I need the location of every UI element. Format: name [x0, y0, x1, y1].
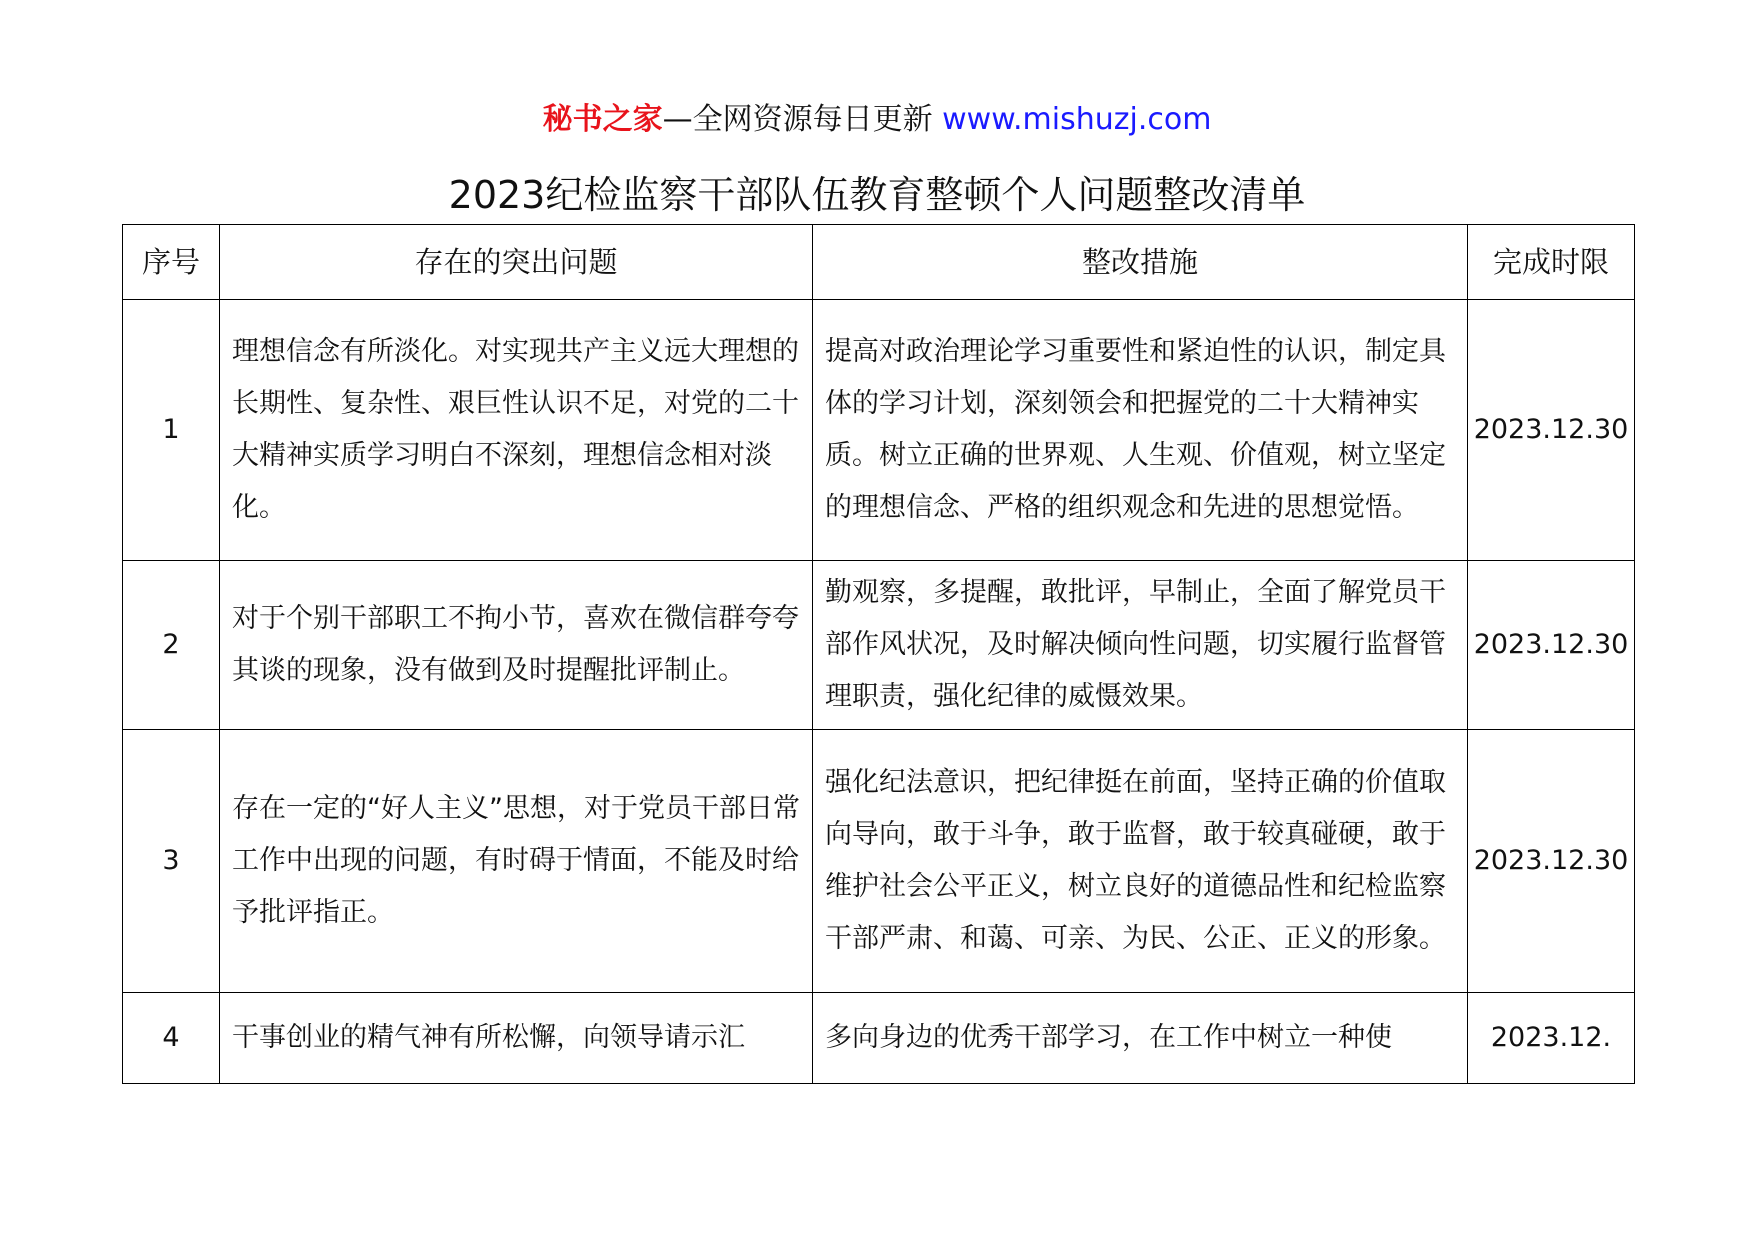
- table-row: [123, 300, 1635, 561]
- row-problem: 理想信念有所淡化。对实现共产主义远大理想的长期性、复杂性、艰巨性认识不足，对党的二十大精神实质学习明白不深刻，理想信念相对淡化。: [220, 300, 813, 561]
- header-measure: 整改措施: [813, 225, 1468, 300]
- row-no: 3: [123, 730, 220, 993]
- row-measure: 提高对政治理论学习重要性和紧迫性的认识，制定具体的学习计划，深刻领会和把握党的二十大精神实质。树立正确的世界观、人生观、价值观，树立坚定的理想信念、严格的组织观念和先进的思想觉悟。: [813, 300, 1468, 561]
- table-row: [123, 730, 1635, 993]
- row-deadline: 2023.12.30: [1468, 300, 1635, 561]
- row-deadline: 2023.12.30: [1468, 561, 1635, 730]
- row-deadline: 2023.12.: [1468, 993, 1635, 1084]
- row-deadline: 2023.12.30: [1468, 730, 1635, 993]
- row-measure: 多向身边的优秀干部学习，在工作中树立一种使: [813, 993, 1468, 1084]
- row-no: 4: [123, 993, 220, 1084]
- site-link[interactable]: www.mishuzj.com: [942, 102, 1212, 137]
- row-no: 1: [123, 300, 220, 561]
- brand-name: 秘书之家: [542, 102, 663, 137]
- row-problem: 干事创业的精气神有所松懈，向领导请示汇: [220, 993, 813, 1084]
- header-problem: 存在的突出问题: [220, 225, 813, 300]
- banner-slogan: —全网资源每日更新: [662, 102, 933, 137]
- table-header-row: [123, 225, 1635, 300]
- row-measure: 强化纪法意识，把纪律挺在前面，坚持正确的价值取向导向，敢于斗争，敢于监督，敢于较真碰硬，敢于维护社会公平正义，树立良好的道德品性和纪检监察干部严肃、和蔼、可亲、为民、公正、正义的形象。: [813, 730, 1468, 993]
- row-problem: 对于个别干部职工不拘小节，喜欢在微信群夸夸其谈的现象，没有做到及时提醒批评制止。: [220, 561, 813, 730]
- row-no: 2: [123, 561, 220, 730]
- table-row: [123, 561, 1635, 730]
- table-row: [123, 993, 1635, 1084]
- row-problem: 存在一定的“好人主义”思想，对于党员干部日常工作中出现的问题，有时碍于情面，不能及时给予批评指正。: [220, 730, 813, 993]
- rectification-table: [122, 224, 1635, 1084]
- row-measure: 勤观察，多提醒，敢批评，早制止，全面了解党员干部作风状况，及时解决倾向性问题，切实履行监督管理职责，强化纪律的威慑效果。: [813, 561, 1468, 730]
- document-title: 2023纪检监察干部队伍教育整顿个人问题整改清单: [448, 173, 1306, 217]
- header-deadline: 完成时限: [1468, 225, 1635, 300]
- site-banner: [0, 100, 1754, 140]
- header-no: 序号: [123, 225, 220, 300]
